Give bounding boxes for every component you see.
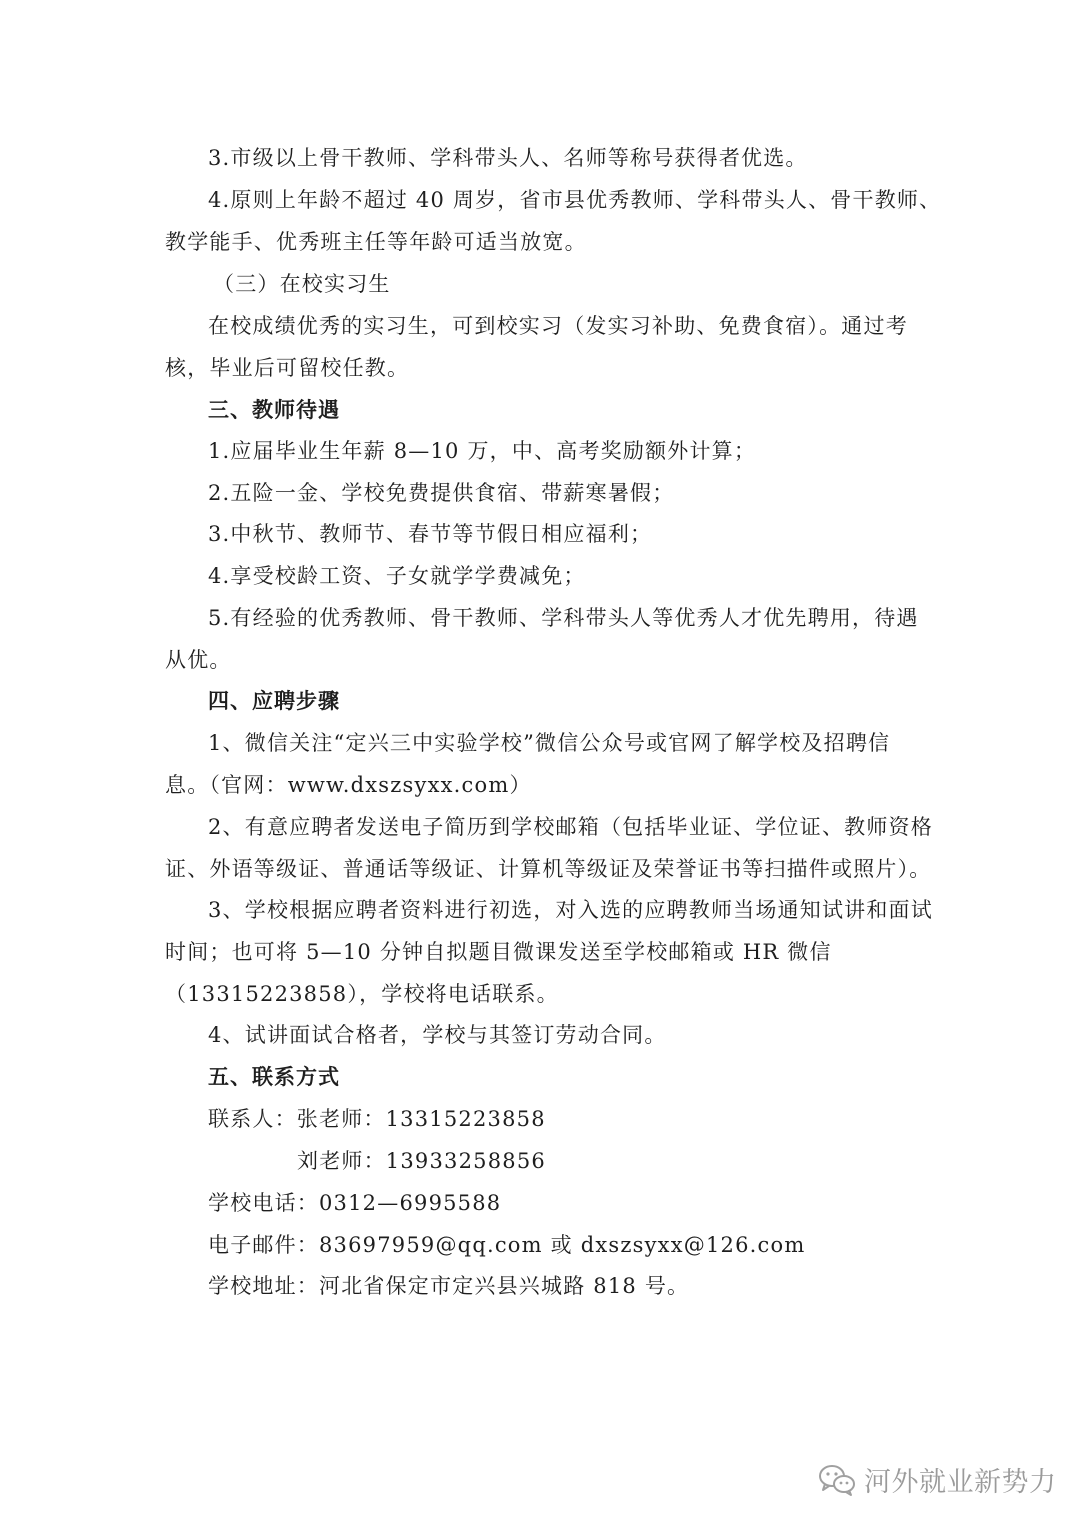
- paragraph-line: 5.有经验的优秀教师、骨干教师、学科带头人等优秀人才优先聘用，待遇: [208, 606, 919, 630]
- paragraph-line: 1、微信关注“定兴三中实验学校”微信公众号或官网了解学校及招聘信: [208, 731, 891, 755]
- subsection-heading: （三）在校实习生: [213, 272, 391, 296]
- contact-line: 电子邮件：83697959@qq.com 或 dxszsyxx@126.com: [208, 1233, 806, 1257]
- contact-line: 学校地址：河北省保定市定兴县兴城路 818 号。: [208, 1274, 690, 1298]
- paragraph-line: 时间；也可将 5—10 分钟自拟题目微课发送至学校邮箱或 HR 微信: [165, 940, 832, 964]
- paragraph-line: 4、试讲面试合格者，学校与其签订劳动合同。: [208, 1023, 667, 1047]
- section-heading: 五、联系方式: [208, 1065, 340, 1089]
- watermark: [818, 1460, 1057, 1499]
- paragraph-line: 在校成绩优秀的实习生，可到校实习（发实习补助、免费食宿）。通过考: [208, 314, 908, 338]
- wechat-icon: [818, 1463, 856, 1497]
- section-heading: 四、应聘步骤: [208, 689, 340, 713]
- paragraph-line: 3.中秋节、教师节、春节等节假日相应福利；: [208, 522, 653, 546]
- paragraph-line: 3.市级以上骨干教师、学科带头人、名师等称号获得者优选。: [208, 146, 808, 170]
- contact-line: 刘老师：13933258856: [297, 1149, 546, 1173]
- watermark-text: 河外就业新势力: [864, 1467, 1057, 1498]
- paragraph-line: 息。（官网：www.dxszsyxx.com）: [165, 773, 532, 797]
- paragraph-line: 证、外语等级证、普通话等级证、计算机等级证及荣誉证书等扫描件或照片）。: [165, 857, 932, 881]
- paragraph-line: 从优。: [165, 648, 232, 672]
- paragraph-line: 1.应届毕业生年薪 8—10 万，中、高考奖励额外计算；: [208, 439, 757, 463]
- contact-line: 联系人：张老师：13315223858: [208, 1107, 546, 1131]
- paragraph-line: 4.享受校龄工资、子女就学学费减免；: [208, 564, 586, 588]
- paragraph-line: （13315223858），学校将电话联系。: [165, 982, 559, 1006]
- contact-line: 学校电话：0312—6995588: [208, 1191, 502, 1215]
- paragraph-line: 4.原则上年龄不超过 40 周岁，省市县优秀教师、学科带头人、骨干教师、: [208, 188, 942, 212]
- paragraph-line: 3、学校根据应聘者资料进行初选，对入选的应聘教师当场通知试讲和面试: [208, 898, 933, 922]
- paragraph-line: 教学能手、优秀班主任等年龄可适当放宽。: [165, 230, 587, 254]
- section-heading: 三、教师待遇: [208, 398, 340, 422]
- paragraph-line: 2、有意应聘者发送电子简历到学校邮箱（包括毕业证、学位证、教师资格: [208, 815, 933, 839]
- paragraph-line: 核，毕业后可留校任教。: [165, 356, 410, 380]
- paragraph-line: 2.五险一金、学校免费提供食宿、带薪寒暑假；: [208, 481, 675, 505]
